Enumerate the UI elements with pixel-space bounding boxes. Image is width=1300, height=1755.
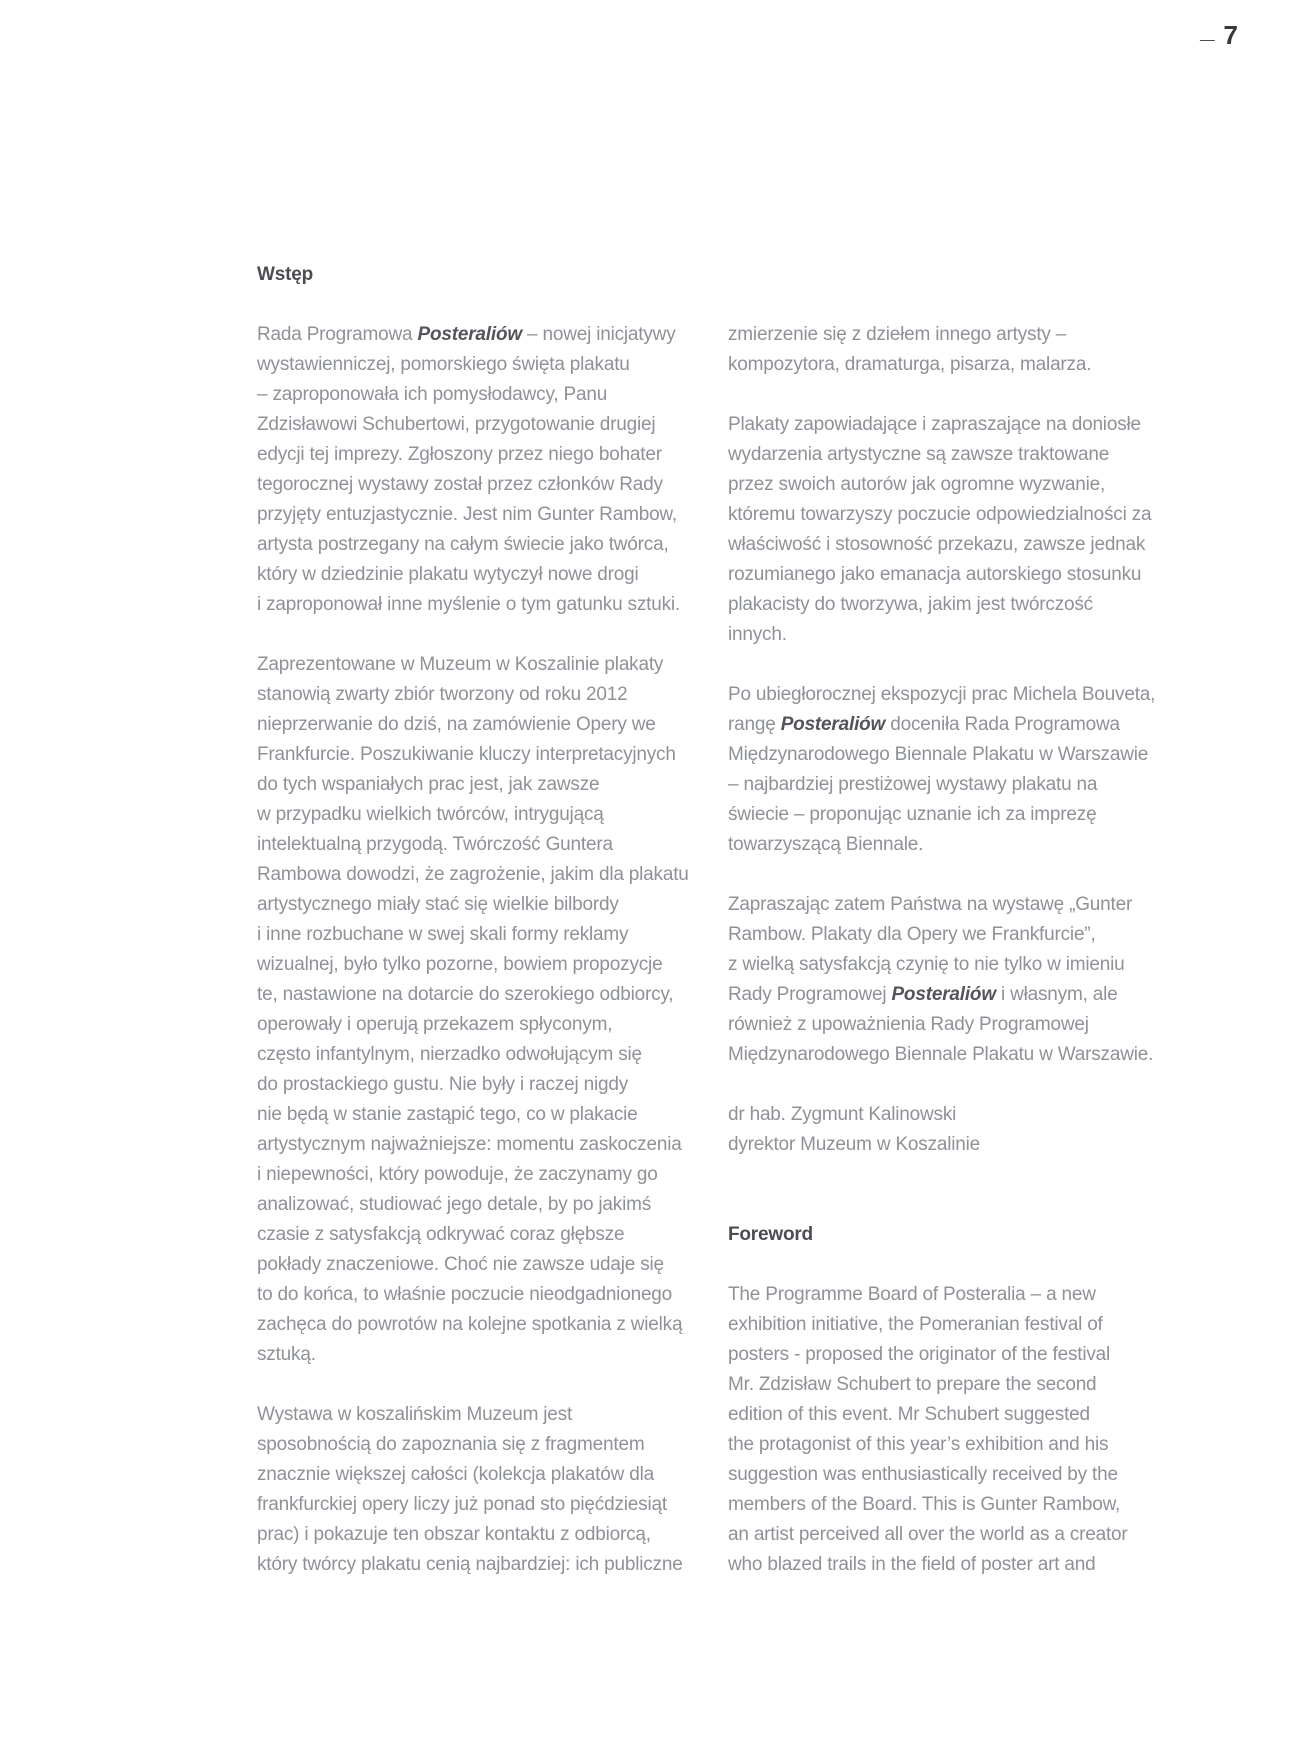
text-line: i inne rozbuchane w swej skali formy reklamy xyxy=(257,924,629,945)
emphasis-text: Posteraliów xyxy=(417,324,522,345)
text-line: – zaproponowała ich pomysłodawcy, Panu xyxy=(257,384,608,405)
text-line: sztuką. xyxy=(257,1344,316,1365)
section-heading: Wstęp xyxy=(257,264,314,285)
text-line: edition of this event. Mr Schubert suggested xyxy=(728,1404,1090,1425)
paragraph xyxy=(728,320,1248,380)
text-line: również z upoważnienia Rady Programowej xyxy=(728,1014,1089,1035)
text-line: często infantylnym, nierzadko odwołującym się xyxy=(257,1044,642,1065)
text-line xyxy=(728,980,1248,1010)
text-line: the protagonist of this year’s exhibition and his xyxy=(728,1434,1109,1455)
text-line: czasie z satysfakcją odkrywać coraz głębsze xyxy=(257,1224,625,1245)
text-line: rozumianego jako emanacja autorskiego stosunku xyxy=(728,564,1142,585)
emphasis-text: Posteraliów xyxy=(780,714,886,735)
text-line: innych. xyxy=(728,624,787,645)
text-segment: Rada Programowa xyxy=(257,324,418,345)
text-line: towarzyszącą Biennale. xyxy=(728,834,924,855)
text-segment: i własnym, ale xyxy=(995,984,1118,1005)
text-line: do tych wspaniałych prac jest, jak zawsze xyxy=(257,774,600,795)
text-line: te, nastawione na dotarcie do szerokiego odbiorcy, xyxy=(257,984,674,1005)
text-line: – najbardziej prestiżowej wystawy plakatu na xyxy=(728,774,1098,795)
page-number-dash: _ xyxy=(1200,14,1215,44)
text-line: któremu towarzyszy poczucie odpowiedzialności za xyxy=(728,504,1152,525)
column-right xyxy=(728,320,1248,1610)
text-line: właściwość i stosowność przekazu, zawsze jednak xyxy=(728,534,1146,555)
column-left xyxy=(257,260,727,1610)
text-line: Rambow. Plakaty dla Opery we Frankfurcie”, xyxy=(728,924,1096,945)
text-line: an artist perceived all over the world as a creator xyxy=(728,1524,1128,1545)
text-line: operowały i operują przekazem spłyconym, xyxy=(257,1014,613,1035)
text-line: wydarzenia artystyczne są zawsze traktowane xyxy=(728,444,1110,465)
text-line: tegorocznej wystawy został przez członków Rady xyxy=(257,474,663,495)
text-line: który twórcy plakatu cenią najbardziej: ich publiczne xyxy=(257,1554,683,1575)
paragraph xyxy=(257,320,727,620)
text-line: who blazed trails in the field of poster art and xyxy=(728,1554,1096,1575)
text-line: który w dziedzinie plakatu wytyczył nowe drogi xyxy=(257,564,639,585)
text-line: kompozytora, dramaturga, pisarza, malarza. xyxy=(728,354,1092,375)
text-line: Wystawa w koszalińskim Muzeum jest xyxy=(257,1404,573,1425)
paragraph xyxy=(728,680,1248,860)
text-line: Po ubiegłorocznej ekspozycji prac Michela Bouveta, xyxy=(728,684,1156,705)
text-line: edycji tej imprezy. Zgłoszony przez niego bohater xyxy=(257,444,662,465)
text-line: z wielką satysfakcją czynię to nie tylko w imieniu xyxy=(728,954,1125,975)
text-line: Mr. Zdzisław Schubert to prepare the second xyxy=(728,1374,1097,1395)
text-line: i niepewności, który powoduje, że zaczynamy go xyxy=(257,1164,658,1185)
text-line: przez swoich autorów jak ogromne wyzwanie, xyxy=(728,474,1106,495)
text-line: Zapraszając zatem Państwa na wystawę „Gunter xyxy=(728,894,1133,915)
text-line: The Programme Board of Posteralia – a new xyxy=(728,1284,1096,1305)
text-line: Rambowa dowodzi, że zagrożenie, jakim dla plakatu xyxy=(257,864,689,885)
text-line: nie będą w stanie zastąpić tego, co w plakacie xyxy=(257,1104,638,1125)
paragraph xyxy=(728,1280,1248,1580)
text-line: to do końca, to właśnie poczucie nieodgadnionego xyxy=(257,1284,673,1305)
text-line: prac) i pokazuje ten obszar kontaktu z odbiorcą, xyxy=(257,1524,651,1545)
text-line: przyjęty entuzjastycznie. Jest nim Gunter Rambow, xyxy=(257,504,677,525)
text-segment: – nowej inicjatywy xyxy=(521,324,676,345)
text-line: wystawienniczej, pomorskiego święta plakatu xyxy=(257,354,630,375)
paragraph xyxy=(728,1100,1248,1160)
text-line: zmierzenie się z dziełem innego artysty – xyxy=(728,324,1067,345)
text-line: analizować, studiować jego detale, by po jakimś xyxy=(257,1194,652,1215)
emphasis-text: Posteraliów xyxy=(891,984,996,1005)
text-line: members of the Board. This is Gunter Rambow, xyxy=(728,1494,1121,1515)
text-line: pokłady znaczeniowe. Choć nie zawsze udaje się xyxy=(257,1254,664,1275)
text-line: Międzynarodowego Biennale Plakatu w Warszawie. xyxy=(728,1044,1154,1065)
text-line: Zdzisławowi Schubertowi, przygotowanie drugiej xyxy=(257,414,656,435)
text-line: Międzynarodowego Biennale Plakatu w Warszawie xyxy=(728,744,1149,765)
text-line: zachęca do powrotów na kolejne spotkania z wielką xyxy=(257,1314,683,1335)
text-line: artysta postrzegany na całym świecie jako twórca, xyxy=(257,534,669,555)
paragraph xyxy=(257,650,727,1370)
text-line: i zaproponował inne myślenie o tym gatunku sztuki. xyxy=(257,594,681,615)
text-line: exhibition initiative, the Pomeranian festival of xyxy=(728,1314,1103,1335)
section-heading: Foreword xyxy=(728,1224,813,1245)
page-number-value: 7 xyxy=(1223,20,1238,50)
text-line: posters - proposed the originator of the festival xyxy=(728,1344,1111,1365)
text-line: w przypadku wielkich twórców, intrygującą xyxy=(257,804,604,825)
text-line: stanowią zwarty zbiór tworzony od roku 2012 xyxy=(257,684,628,705)
text-segment: doceniła Rada Programowa xyxy=(885,714,1120,735)
text-line: intelektualną przygodą. Twórczość Guntera xyxy=(257,834,613,855)
text-line xyxy=(728,710,1248,740)
text-line: nieprzerwanie do dziś, na zamówienie Opery we xyxy=(257,714,656,735)
text-line: znacznie większej całości (kolekcja plakatów dla xyxy=(257,1464,654,1485)
paragraph xyxy=(728,890,1248,1070)
text-line: plakacisty do tworzywa, jakim jest twórczość xyxy=(728,594,1093,615)
page-number xyxy=(1200,14,1238,51)
paragraph xyxy=(728,410,1248,650)
text-line xyxy=(257,320,727,350)
paragraph xyxy=(257,1400,727,1580)
text-line: frankfurckiej opery liczy już ponad sto pięćdziesiąt xyxy=(257,1494,667,1515)
text-line: Frankfurcie. Poszukiwanie kluczy interpretacyjnych xyxy=(257,744,676,765)
text-segment: rangę xyxy=(728,714,781,735)
text-line: artystycznym najważniejsze: momentu zaskoczenia xyxy=(257,1134,682,1155)
text-line: dr hab. Zygmunt Kalinowski xyxy=(728,1104,957,1125)
text-line: wizualnej, było tylko pozorne, bowiem propozycje xyxy=(257,954,663,975)
text-line: suggestion was enthusiastically received by the xyxy=(728,1464,1118,1485)
text-line: do prostackiego gustu. Nie były i raczej nigdy xyxy=(257,1074,628,1095)
text-line: Zaprezentowane w Muzeum w Koszalinie plakaty xyxy=(257,654,664,675)
text-segment: Rady Programowej xyxy=(728,984,892,1005)
text-line: dyrektor Muzeum w Koszalinie xyxy=(728,1134,981,1155)
text-line: Plakaty zapowiadające i zapraszające na doniosłe xyxy=(728,414,1141,435)
text-line: artystycznego miały stać się wielkie bilbordy xyxy=(257,894,619,915)
text-line: sposobnością do zapoznania się z fragmentem xyxy=(257,1434,645,1455)
text-line: świecie – proponując uznanie ich za imprezę xyxy=(728,804,1097,825)
